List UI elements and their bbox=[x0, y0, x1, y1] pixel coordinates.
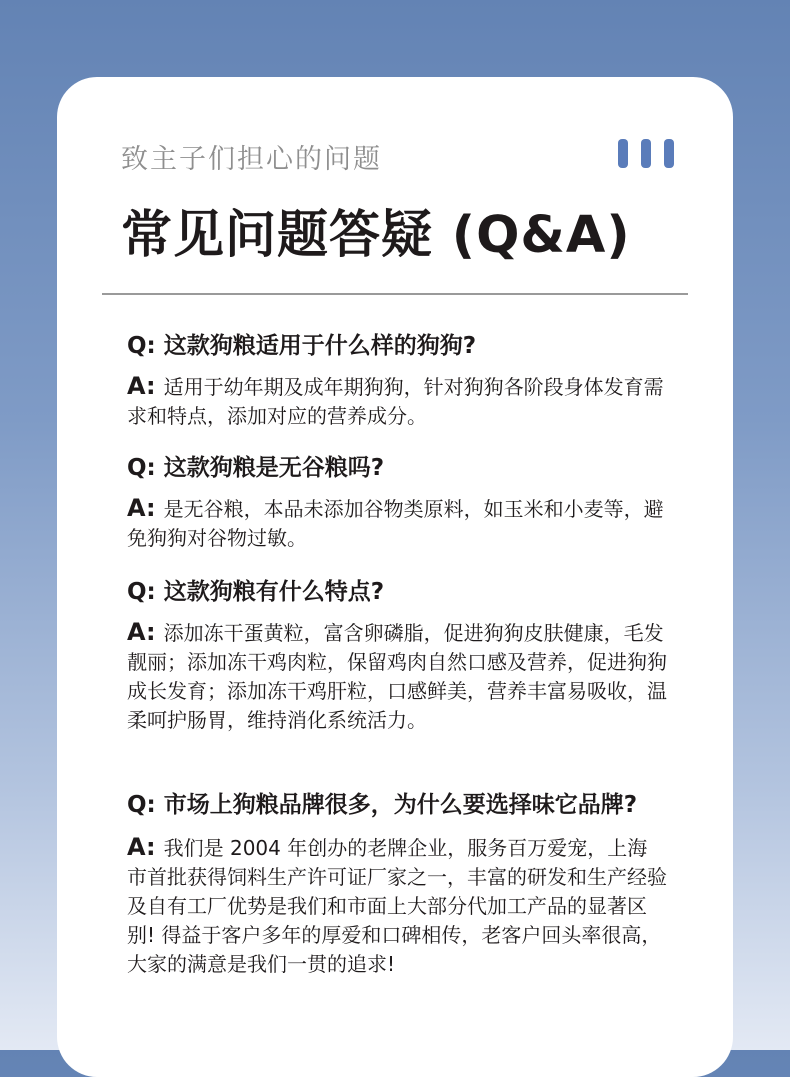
answer-text: 我们是 2004 年创办的老牌企业，服务百万爱宠，上海市首批获得饲料生产许可证厂家之一，丰富的研发和生产经验及自有工厂优势是我们和市面上大部分代加工产品的显著区别! 得益于客户多年的厚爱和口碑相传，老客户回头率很高，大家的满意是我们一贯的追求! bbox=[127, 836, 667, 976]
answer-label: A: bbox=[127, 372, 156, 400]
qa-item bbox=[127, 328, 667, 431]
question: Q: 这款狗粮适用于什么样的狗狗? bbox=[127, 333, 477, 359]
question: Q: 市场上狗粮品牌很多，为什么要选择味它品牌? bbox=[127, 792, 638, 818]
qa-card bbox=[57, 77, 733, 1077]
answer-text: 是无谷粮，本品未添加谷物类原料，如玉米和小麦等，避免狗狗对谷物过敏。 bbox=[127, 497, 664, 550]
qa-item bbox=[127, 574, 667, 735]
qa-item bbox=[127, 450, 667, 553]
bar-icon bbox=[664, 139, 674, 168]
divider bbox=[102, 293, 688, 295]
bar-icon bbox=[618, 139, 628, 168]
answer-text: 添加冻干蛋黄粒，富含卵磷脂，促进狗狗皮肤健康，毛发靓丽；添加冻干鸡肉粒，保留鸡肉自然口感及营养，促进狗狗成长发育；添加冻干鸡肝粒，口感鲜美，营养丰富易吸收，温柔呵护肠胃，维持消化系统活力。 bbox=[127, 621, 667, 732]
page-title: 常见问题答疑 (Q&A) bbox=[121, 206, 631, 265]
answer bbox=[127, 372, 667, 431]
answer-label: A: bbox=[127, 494, 156, 522]
answer-label: A: bbox=[127, 618, 156, 646]
question: Q: 这款狗粮是无谷粮吗? bbox=[127, 455, 385, 481]
page-subtitle: 致主子们担心的问题 bbox=[121, 144, 382, 175]
answer bbox=[127, 833, 667, 979]
answer-label: A: bbox=[127, 833, 156, 861]
decorative-bars-icon bbox=[618, 139, 674, 168]
bar-icon bbox=[641, 139, 651, 168]
answer bbox=[127, 618, 667, 735]
qa-item bbox=[127, 787, 667, 979]
question: Q: 这款狗粮有什么特点? bbox=[127, 579, 385, 605]
answer-text: 适用于幼年期及成年期狗狗，针对狗狗各阶段身体发育需求和特点，添加对应的营养成分。 bbox=[127, 375, 664, 428]
answer bbox=[127, 494, 667, 553]
